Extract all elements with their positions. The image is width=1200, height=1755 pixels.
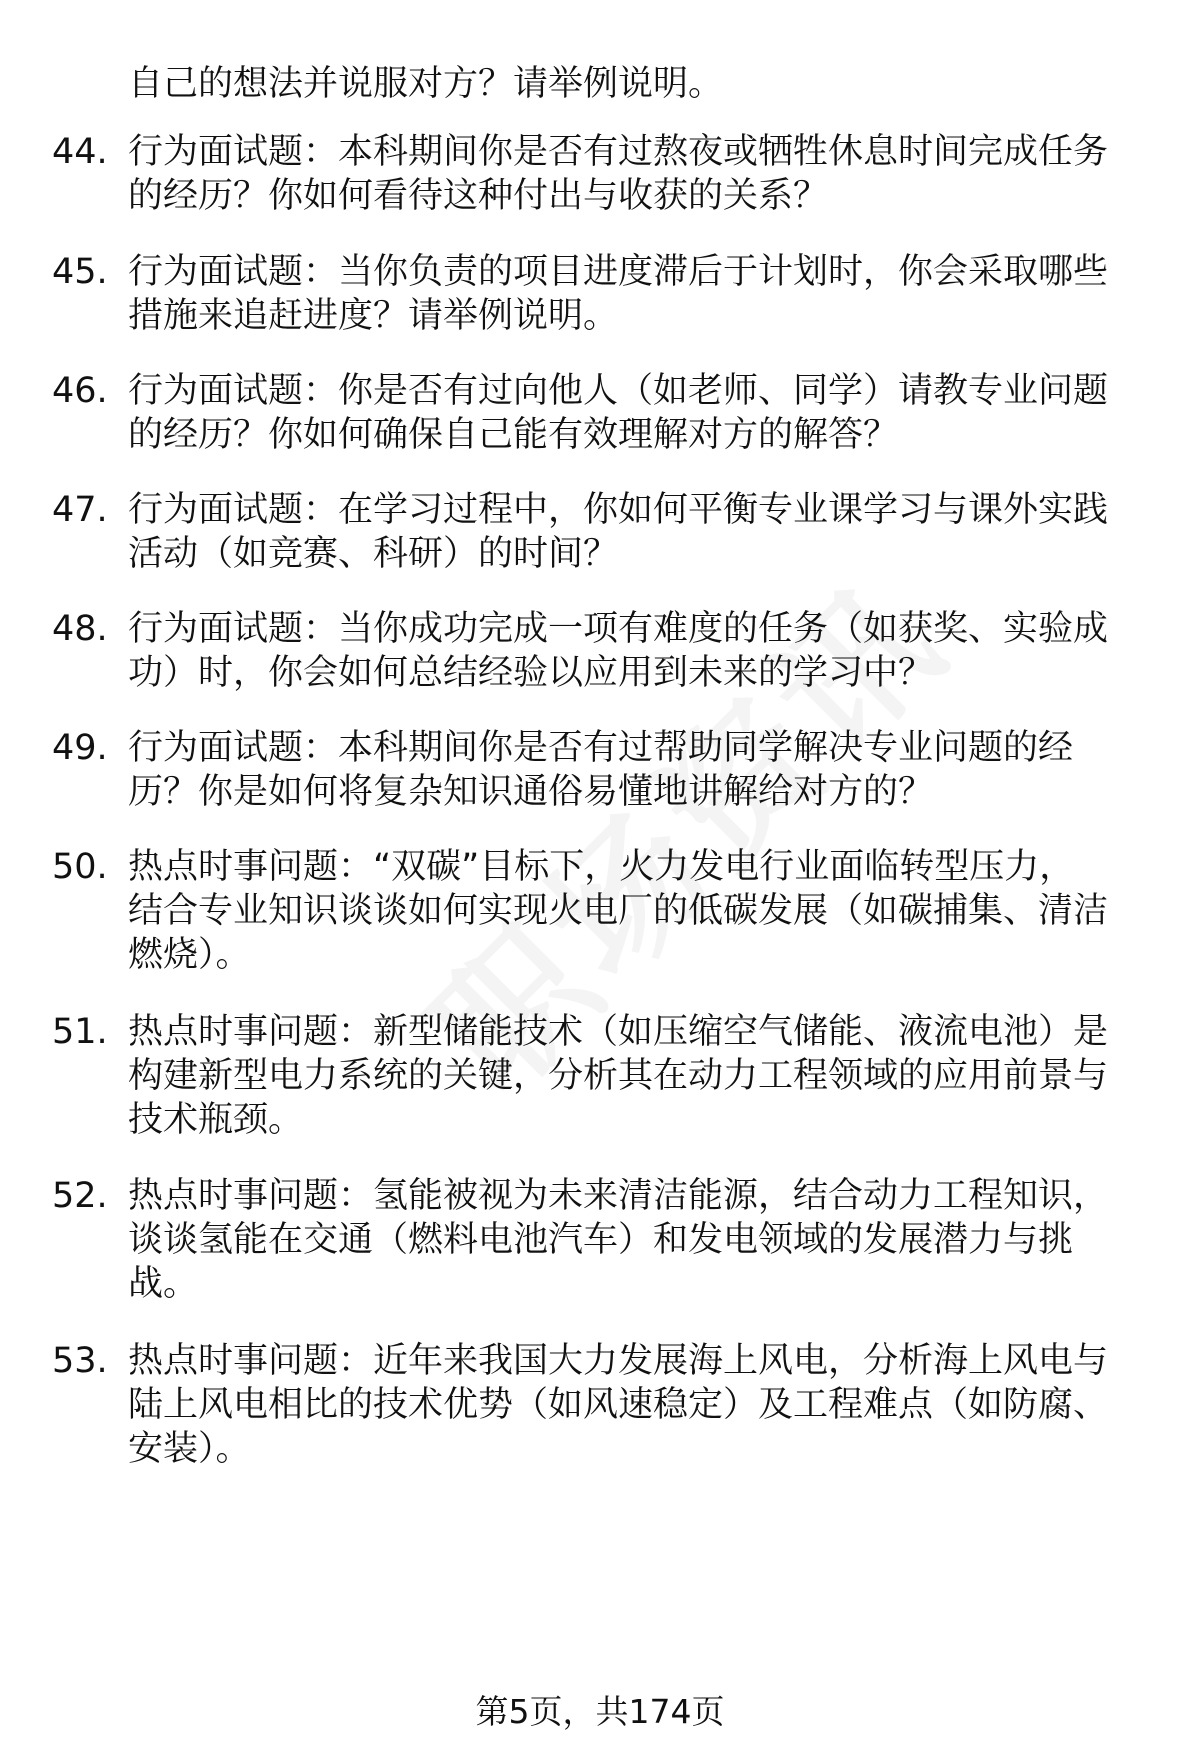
question-number: 50.	[52, 847, 108, 887]
question-number: 49.	[52, 728, 108, 768]
question-line: 活动（如竞赛、科研）的时间？	[128, 534, 619, 574]
question-line: 功）时，你会如何总结经验以应用到未来的学习中？	[128, 653, 934, 693]
question-line: 措施来追赶进度？请举例说明。	[128, 296, 619, 336]
question-number: 48.	[52, 609, 108, 649]
question-number: 44.	[52, 132, 108, 172]
question-line: 行为面试题：当你成功完成一项有难度的任务（如获奖、实验成	[128, 609, 1109, 649]
question-line: 热点时事问题：近年来我国大力发展海上风电，分析海上风电与	[128, 1341, 1109, 1381]
question-line: 行为面试题：本科期间你是否有过帮助同学解决专业问题的经	[128, 728, 1074, 768]
question-line: 的经历？你如何确保自己能有效理解对方的解答？	[128, 415, 899, 455]
continuation-line: 自己的想法并说服对方？请举例说明。	[128, 64, 724, 104]
question-line: 历？你是如何将复杂知识通俗易懂地讲解给对方的？	[128, 772, 934, 812]
question-number: 53.	[52, 1341, 108, 1381]
question-number: 51.	[52, 1012, 108, 1052]
question-line: 战。	[128, 1264, 199, 1304]
question-line: 技术瓶颈。	[128, 1100, 304, 1140]
question-number: 52.	[52, 1176, 108, 1216]
question-line: 谈谈氢能在交通（燃料电池汽车）和发电领域的发展潜力与挑	[128, 1220, 1074, 1260]
page-footer: 第5页，共174页	[475, 1692, 725, 1731]
question-line: 热点时事问题：“双碳”目标下，火力发电行业面临转型压力，	[128, 847, 1075, 887]
question-line: 安装）。	[128, 1429, 251, 1469]
question-line: 热点时事问题：氢能被视为未来清洁能源，结合动力工程知识，	[128, 1176, 1109, 1216]
question-number: 46.	[52, 371, 108, 411]
question-line: 结合专业知识谈谈如何实现火电厂的低碳发展（如碳捕集、清洁	[128, 891, 1109, 931]
question-line: 热点时事问题：新型储能技术（如压缩空气储能、液流电池）是	[128, 1012, 1109, 1052]
question-line: 燃烧）。	[128, 935, 251, 975]
question-line: 行为面试题：本科期间你是否有过熬夜或牺牲休息时间完成任务	[128, 132, 1109, 172]
question-line: 构建新型电力系统的关键，分析其在动力工程领域的应用前景与	[128, 1056, 1109, 1096]
question-line: 的经历？你如何看待这种付出与收获的关系？	[128, 176, 829, 216]
question-line: 行为面试题：当你负责的项目进度滞后于计划时，你会采取哪些	[128, 252, 1109, 292]
question-number: 45.	[52, 252, 108, 292]
question-line: 行为面试题：你是否有过向他人（如老师、同学）请教专业问题	[128, 371, 1109, 411]
question-line: 行为面试题：在学习过程中，你如何平衡专业课学习与课外实践	[128, 490, 1109, 530]
question-number: 47.	[52, 490, 108, 530]
question-line: 陆上风电相比的技术优势（如风速稳定）及工程难点（如防腐、	[128, 1385, 1109, 1425]
